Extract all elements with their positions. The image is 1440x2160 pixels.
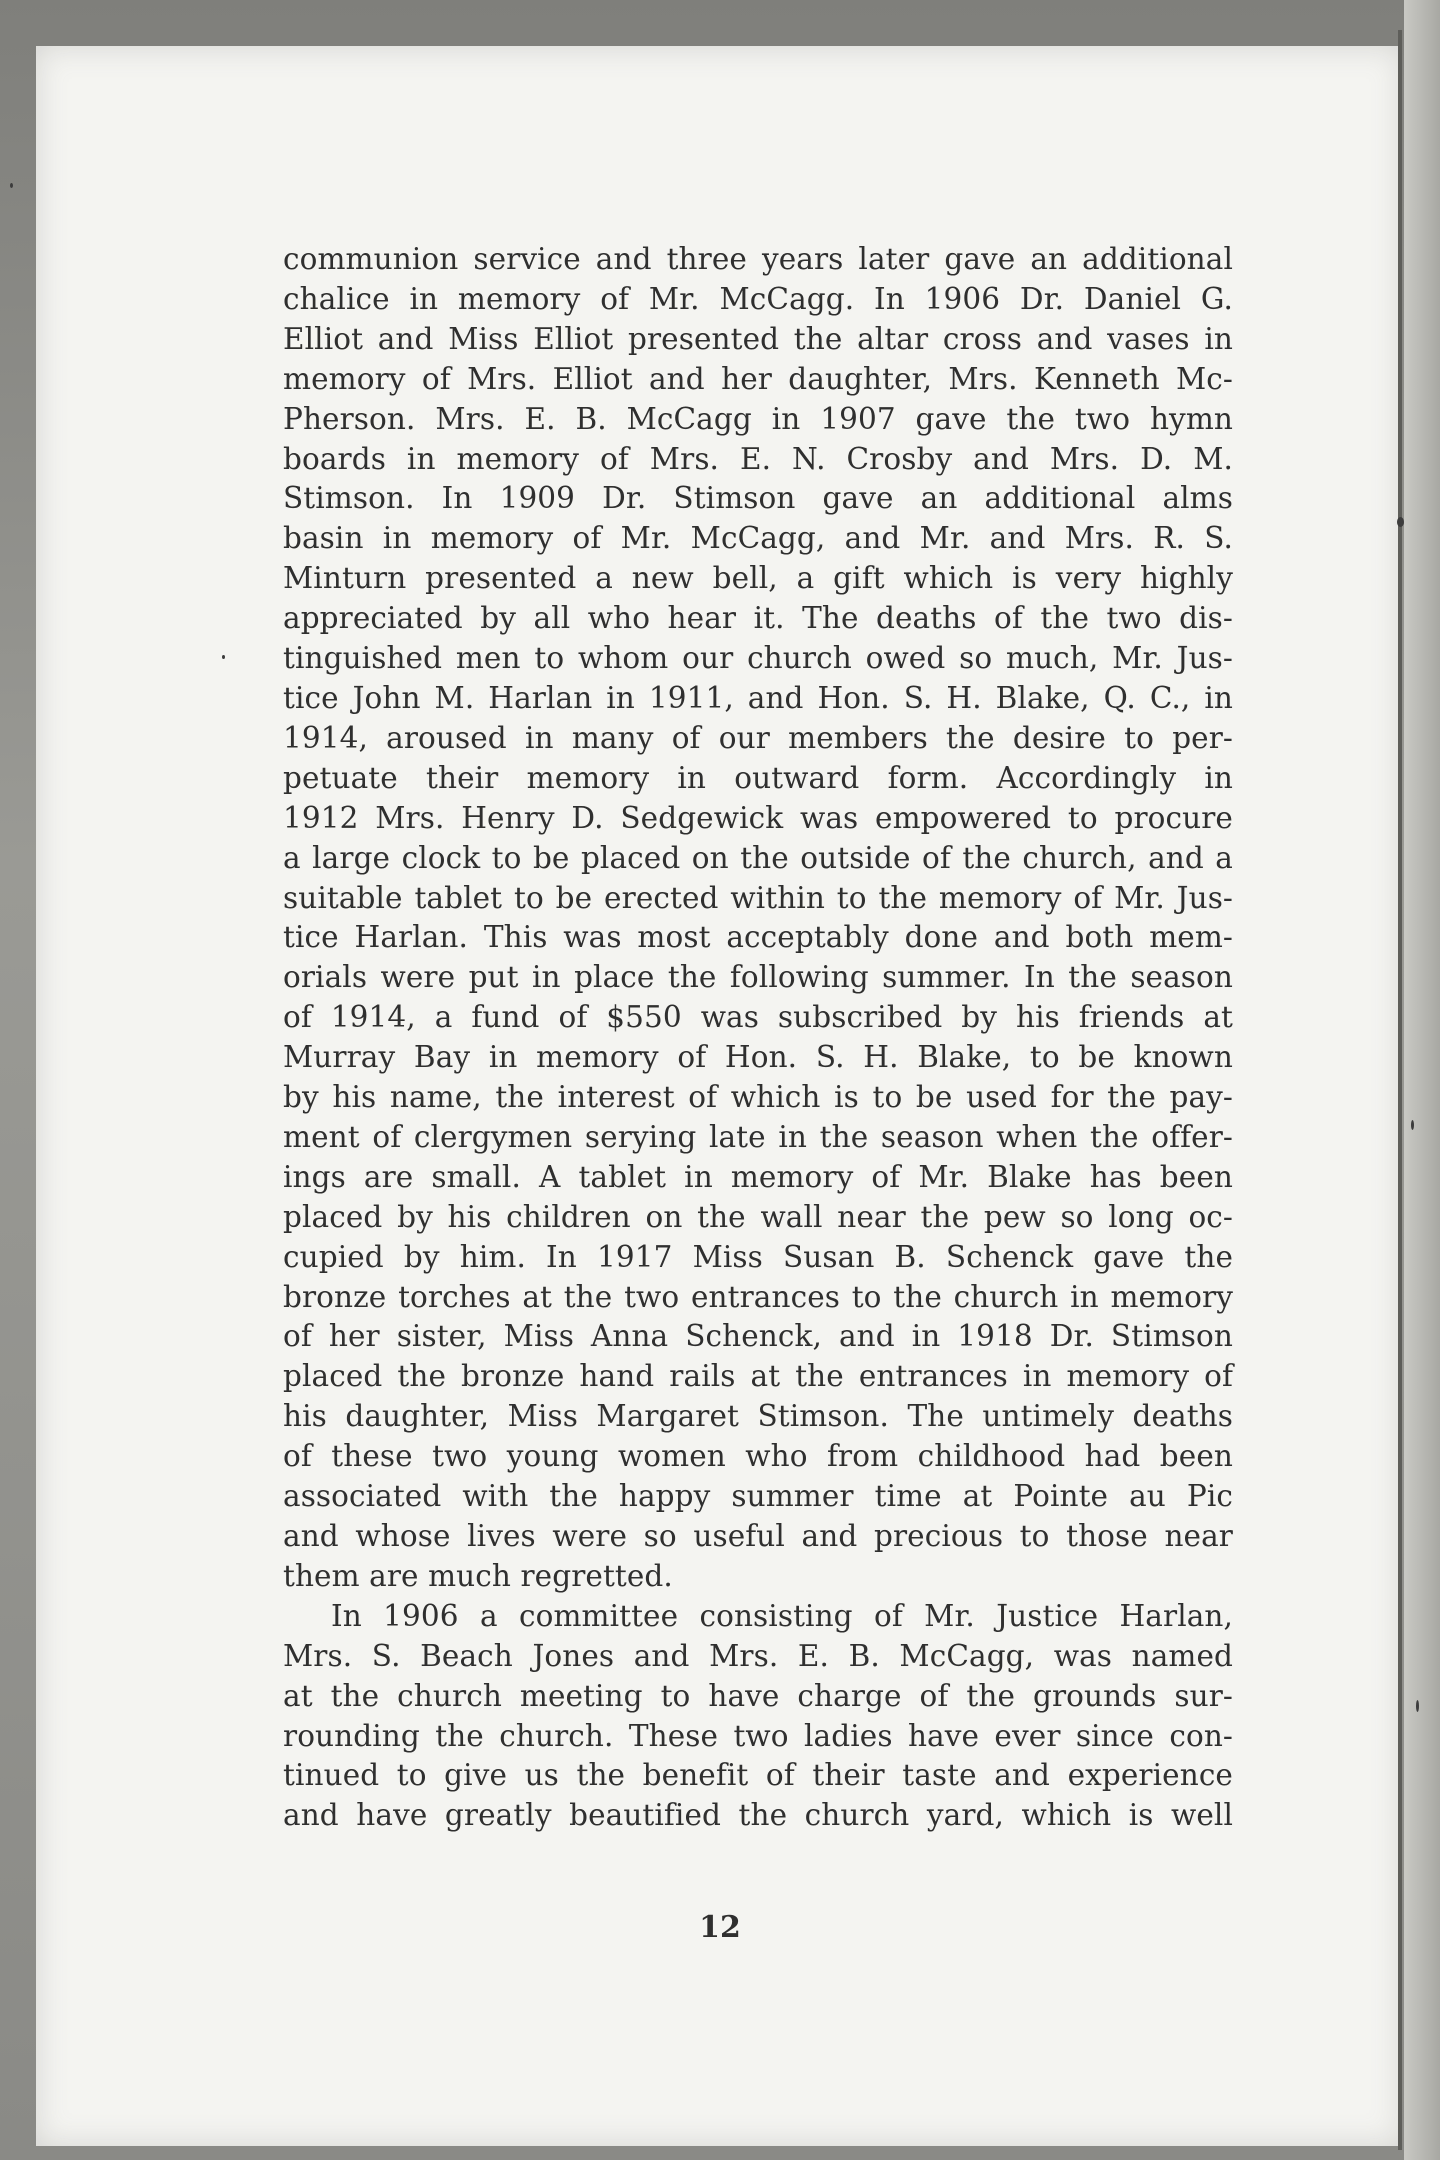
text-line: communion service and three years later gave an additional: [283, 242, 1233, 276]
text-line: Elliot and Miss Elliot presented the altar cross and vases in: [283, 321, 1233, 356]
text-line: tice John M. Harlan in 1911, and Hon. S. H. Blake, Q. C., in: [283, 680, 1233, 715]
text-line: of her sister, Miss Anna Schenck, and in 1918 Dr. Stimson: [283, 1319, 1233, 1354]
text-line: In 1906 a committee consisting of Mr. Justice Harlan,: [331, 1598, 1233, 1633]
scan-speck: [1411, 1120, 1414, 1130]
scan-speck: [1397, 517, 1404, 527]
body-text: [283, 240, 1233, 1836]
text-line: cupied by him. In 1917 Miss Susan B. Schenck gave the: [283, 1239, 1233, 1274]
text-line: Murray Bay in memory of Hon. S. H. Blake, to be known: [283, 1040, 1233, 1075]
scan-speck: [1416, 1700, 1419, 1712]
paragraph-1: [283, 240, 1233, 1597]
text-line: ment of clergymen serying late in the season when the offer-: [283, 1119, 1233, 1154]
text-line: tice Harlan. This was most acceptably done and both mem-: [283, 920, 1233, 955]
text-line: and whose lives were so useful and precious to those near: [283, 1519, 1233, 1553]
text-line: chalice in memory of Mr. McCagg. In 1906 Dr. Daniel G.: [283, 281, 1233, 316]
text-line: tinued to give us the benefit of their taste and experience: [283, 1758, 1233, 1793]
text-line: Pherson. Mrs. E. B. McCagg in 1907 gave the two hymn: [283, 401, 1233, 436]
text-line: Stimson. In 1909 Dr. Stimson gave an additional alms: [283, 481, 1233, 516]
text-line: 1914, aroused in many of our members the desire to per-: [283, 720, 1233, 755]
text-line: of 1914, a fund of $550 was subscribed by his friends at: [283, 1000, 1233, 1035]
text-line: basin in memory of Mr. McCagg, and Mr. and Mrs. R. S.: [283, 521, 1233, 556]
text-line: Mrs. S. Beach Jones and Mrs. E. B. McCagg, was named: [283, 1638, 1233, 1673]
text-line: and have greatly beautified the church yard, which is well: [283, 1798, 1233, 1833]
text-line: a large clock to be placed on the outside of the church, and a: [283, 840, 1233, 875]
scan-speck: [222, 655, 225, 659]
text-line: rounding the church. These two ladies have ever since con-: [283, 1718, 1233, 1753]
page-binding-edge: [1398, 30, 1402, 2150]
page-number: 12: [699, 1910, 741, 1945]
text-line: 1912 Mrs. Henry D. Sedgewick was empowered to procure: [283, 800, 1233, 835]
text-line: boards in memory of Mrs. E. N. Crosby and Mrs. D. M.: [283, 441, 1233, 476]
scan-speck: [10, 183, 13, 188]
text-line: them are much regretted.: [283, 1558, 673, 1593]
text-line: appreciated by all who hear it. The deaths of the two dis-: [283, 601, 1233, 636]
text-line: orials were put in place the following summer. In the season: [283, 960, 1233, 995]
text-line: associated with the happy summer time at Pointe au Pic: [283, 1479, 1233, 1514]
text-line: bronze torches at the two entrances to the church in memory: [283, 1279, 1233, 1314]
text-line: his daughter, Miss Margaret Stimson. The untimely deaths: [283, 1399, 1233, 1434]
text-line: suitable tablet to be erected within to the memory of Mr. Jus-: [283, 880, 1233, 915]
text-line: memory of Mrs. Elliot and her daughter, Mrs. Kenneth Mc-: [283, 361, 1233, 396]
text-line: of these two young women who from childhood had been: [283, 1439, 1233, 1474]
text-line: by his name, the interest of which is to be used for the pay-: [283, 1080, 1233, 1115]
text-line: at the church meeting to have charge of the grounds sur-: [283, 1678, 1233, 1713]
text-line: ings are small. A tablet in memory of Mr. Blake has been: [283, 1159, 1233, 1194]
text-line: tinguished men to whom our church owed so much, Mr. Jus-: [283, 641, 1233, 676]
text-line: placed the bronze hand rails at the entrances in memory of: [283, 1359, 1233, 1394]
text-line: placed by his children on the wall near the pew so long oc-: [283, 1199, 1233, 1234]
text-line: petuate their memory in outward form. Accordingly in: [283, 760, 1233, 795]
paragraph-2: [283, 1597, 1233, 1836]
adjacent-page-edge: [1404, 0, 1440, 2160]
text-line: Minturn presented a new bell, a gift which is very highly: [283, 561, 1233, 596]
